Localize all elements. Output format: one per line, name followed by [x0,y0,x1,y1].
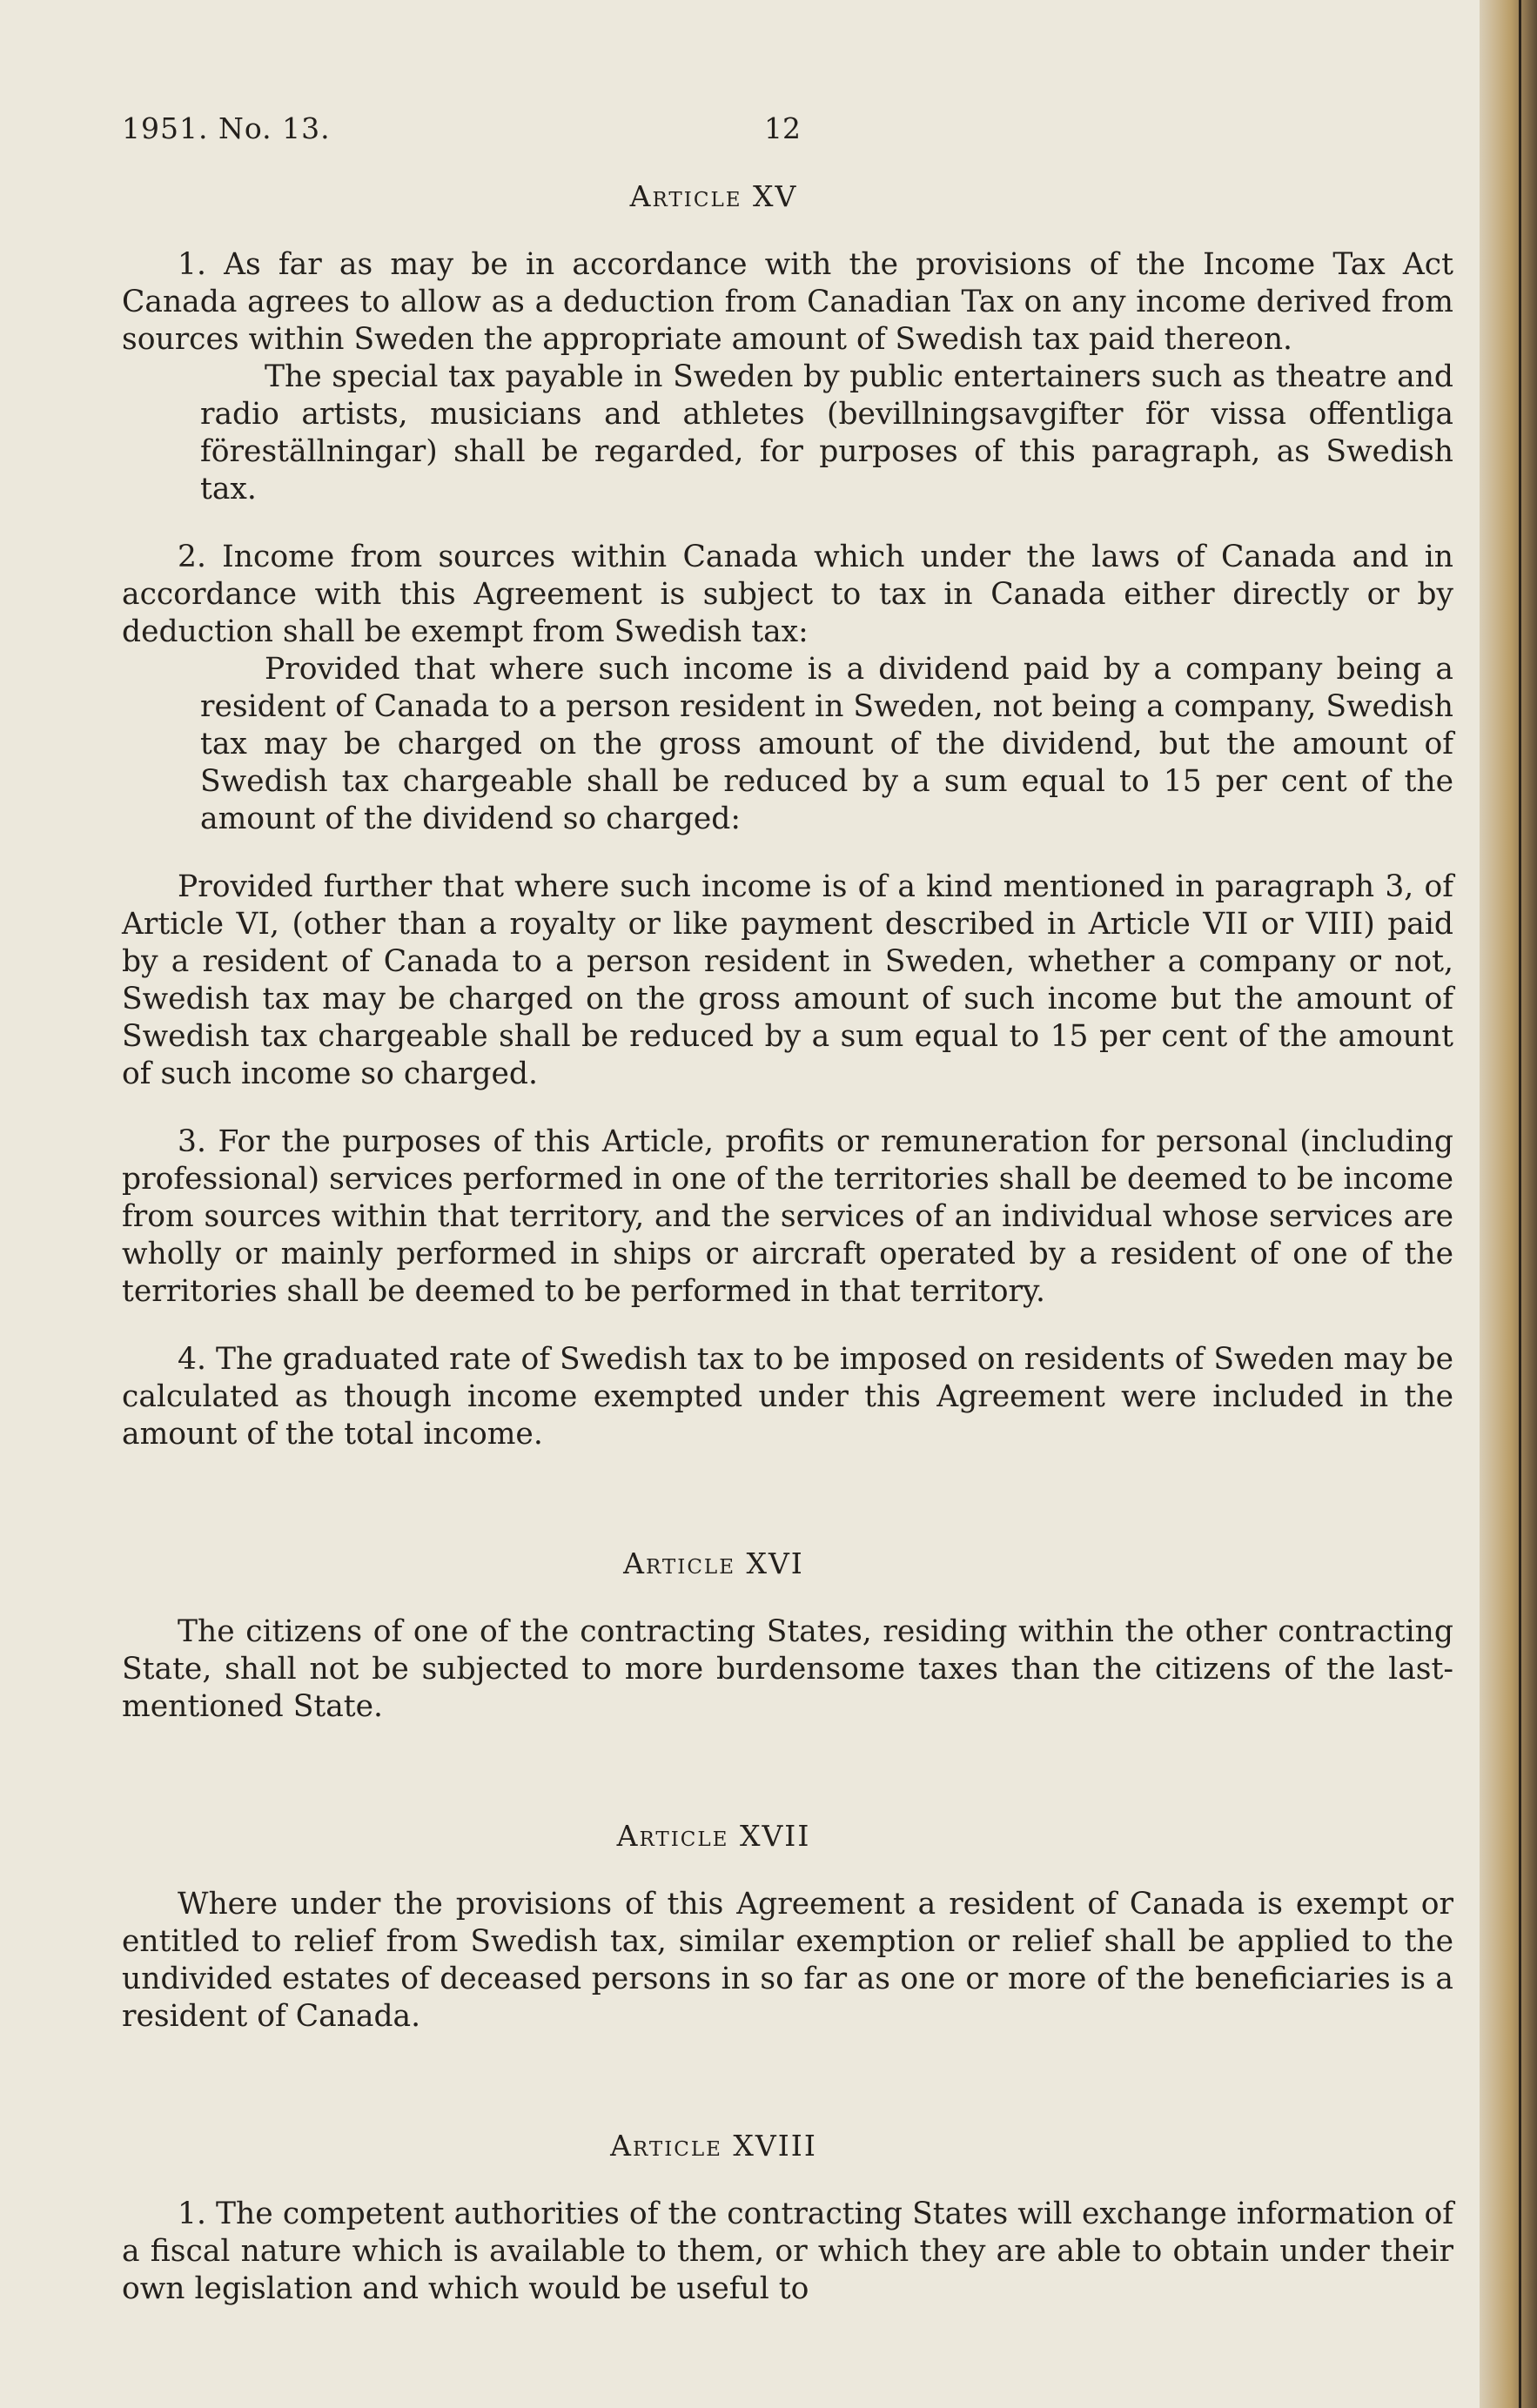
paragraph: 1. The competent authorities of the contracting States will exchange information of a fiscal nature which is available to them, or which they are able to obtain under their own legislation and which would be useful to [122,2197,1453,2306]
page-content [122,179,1453,2338]
article-xv [122,179,1453,1453]
paragraph: Provided further that where such income is of a kind mentioned in paragraph 3, of Article VI, (other than a royalty or like payment described in Article VII or VIII) paid by a resident of Canada to a person resident in Sweden, whether a company or not, Swedish tax may be charged on the gross amount of such income but the amount of Swedish tax chargeable shall be reduced by a sum equal to 15 per cent of the amount of such income so charged. [122,869,1453,1091]
paragraph: 3. For the purposes of this Article, profits or remuneration for personal (including professional) services performed in one of the territories shall be deemed to be income from sources within that territory, and the services of an individual whose services are wholly or mainly performed in ships or aircraft operated by a resident of one of the territories shall be deemed to be performed in that territory. [122,1124,1453,1309]
section-gap [122,1484,1453,1546]
paragraph: The special tax payable in Sweden by public entertainers such as theatre and radio artists, musicians and athletes (bevillningsavgifter för vissa offentliga föreställningar) shall be regarded, for purposes of this paragraph, as Swedish tax. [200,359,1453,506]
article-heading: Article XV [629,179,798,213]
section-gap [122,1756,1453,1819]
article-xvi [122,1546,1453,1726]
paragraph: 1. As far as may be in accordance with the provisions of the Income Tax Act Canada agrees to allow as a deduction from Canadian Tax on any income derived from sources within Sweden the appropriate amount of Swedish tax paid thereon. [122,247,1453,357]
page-number: 12 [764,111,801,145]
paragraph: 4. The graduated rate of Swedish tax to be imposed on residents of Sweden may be calculated as though income exempted under this Agreement were included in the amount of the total income. [122,1342,1453,1452]
article-heading: Article XVIII [610,2129,817,2163]
section-gap [122,2066,1453,2129]
article-heading: Article XVII [616,1819,811,1853]
page-binding-edge [1480,0,1537,2408]
paragraph: 2. Income from sources within Canada which under the laws of Canada and in accordance with this Agreement is subject to tax in Canada either directly or by deduction shall be exempt from Swedish tax: [122,540,1453,649]
article-xviii [122,2129,1453,2308]
article-heading: Article XVI [623,1546,804,1580]
page-edge-shadow [1519,0,1521,2408]
paragraph: Provided that where such income is a dividend paid by a company being a resident of Canada to a person resident in Sweden, not being a company, Swedish tax may be charged on the gross amount of the dividend, but the amount of Swedish tax chargeable shall be reduced by a sum equal to 15 per cent of the amount of the dividend so charged: [200,652,1453,836]
paragraph: Where under the provisions of this Agreement a resident of Canada is exempt or entitled to relief from Swedish tax, similar exemption or relief shall be applied to the undivided estates of deceased persons in so far as one or more of the beneficiaries is a resident of Canada. [122,1887,1453,2034]
running-head: 1951. No. 13. [122,111,331,145]
article-xvii [122,1819,1453,2036]
paragraph: The citizens of one of the contracting States, residing within the other contracting State, shall not be subjected to more burdensome taxes than the citizens of the last-mentioned State. [122,1614,1453,1724]
